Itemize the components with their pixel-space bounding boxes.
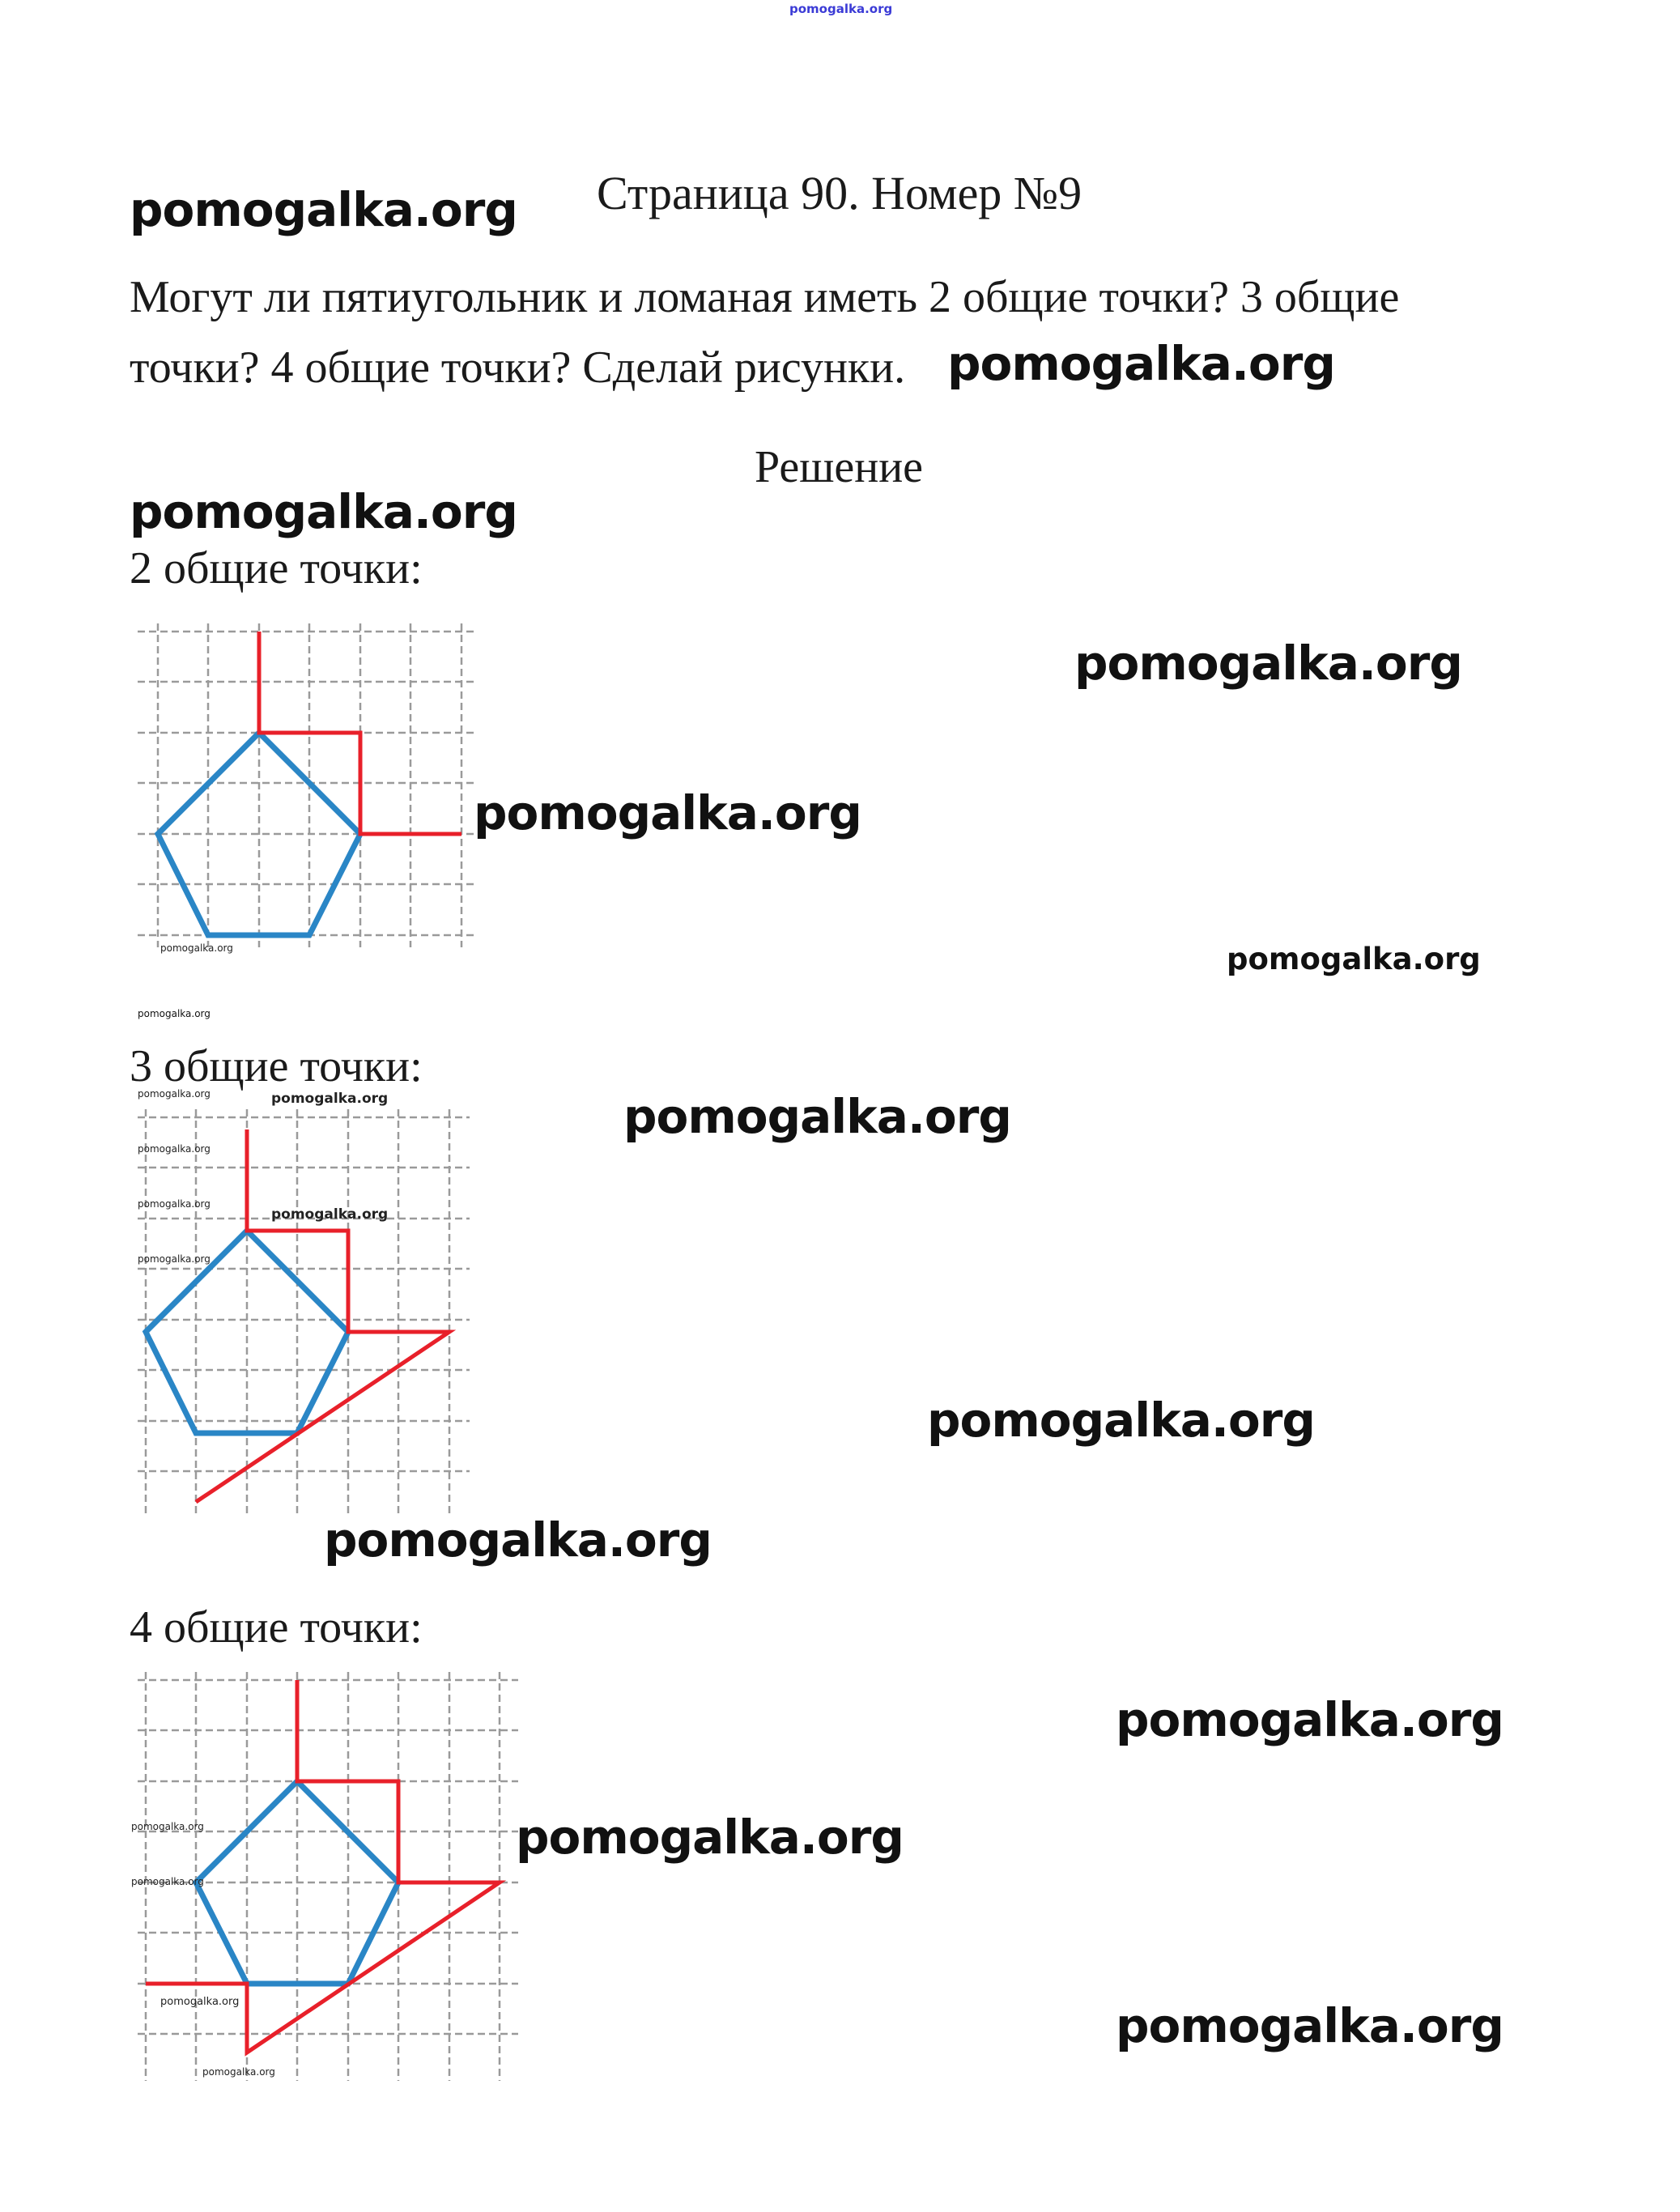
page-title: Страница 90. Номер №9: [597, 167, 1082, 219]
watermark: pomogalka.org: [138, 1198, 211, 1210]
watermark: pomogalka.org: [271, 1206, 389, 1223]
grid: [138, 1109, 470, 1514]
watermark: pomogalka.org: [130, 484, 517, 539]
watermark: pomogalka.org: [131, 1876, 204, 1887]
watermark: pomogalka.org: [138, 1253, 211, 1265]
watermark: pomogalka.org: [1227, 942, 1481, 976]
watermark: pomogalka.org: [160, 1996, 240, 2008]
watermark: pomogalka.org: [927, 1393, 1315, 1448]
watermark: pomogalka.org: [474, 785, 861, 840]
question-line-2: точки? 4 общие точки? Сделай рисунки.: [130, 342, 906, 393]
solution-heading: Решение: [755, 442, 924, 492]
figure-four-common-points: [130, 1668, 526, 2089]
watermark: pomogalka.org: [138, 1143, 211, 1155]
watermark: pomogalka.org: [138, 1008, 211, 1019]
broken-line: [196, 1129, 449, 1502]
watermark: pomogalka.org: [1116, 1692, 1503, 1747]
question-line-1: Могут ли пятиугольник и ломаная иметь 2 общие точки? 3 общие: [130, 272, 1400, 322]
watermark: pomogalka.org: [947, 336, 1335, 391]
figure-three-common-points: [130, 1085, 486, 1522]
watermark: pomogalka.org: [202, 2066, 275, 2078]
watermark: pomogalka.org: [160, 942, 233, 954]
watermark: pomogalka.org: [623, 1089, 1011, 1144]
figure-two-common-points: [130, 615, 486, 955]
watermark: pomogalka.org: [516, 1810, 904, 1865]
top-site-link[interactable]: pomogalka.org: [789, 2, 893, 16]
section-label-three: 3 общие точки:: [130, 1041, 423, 1091]
site-logo-text: pomogalka.org: [130, 182, 517, 237]
section-label-two: 2 общие точки:: [130, 543, 423, 593]
watermark: pomogalka.org: [138, 1088, 211, 1100]
watermark: pomogalka.org: [271, 1091, 389, 1107]
watermark: pomogalka.org: [1116, 1998, 1503, 2053]
watermark: pomogalka.org: [131, 1821, 204, 1832]
watermark: pomogalka.org: [324, 1512, 712, 1568]
watermark: pomogalka.org: [1074, 636, 1462, 691]
section-label-four: 4 общие точки:: [130, 1602, 423, 1653]
